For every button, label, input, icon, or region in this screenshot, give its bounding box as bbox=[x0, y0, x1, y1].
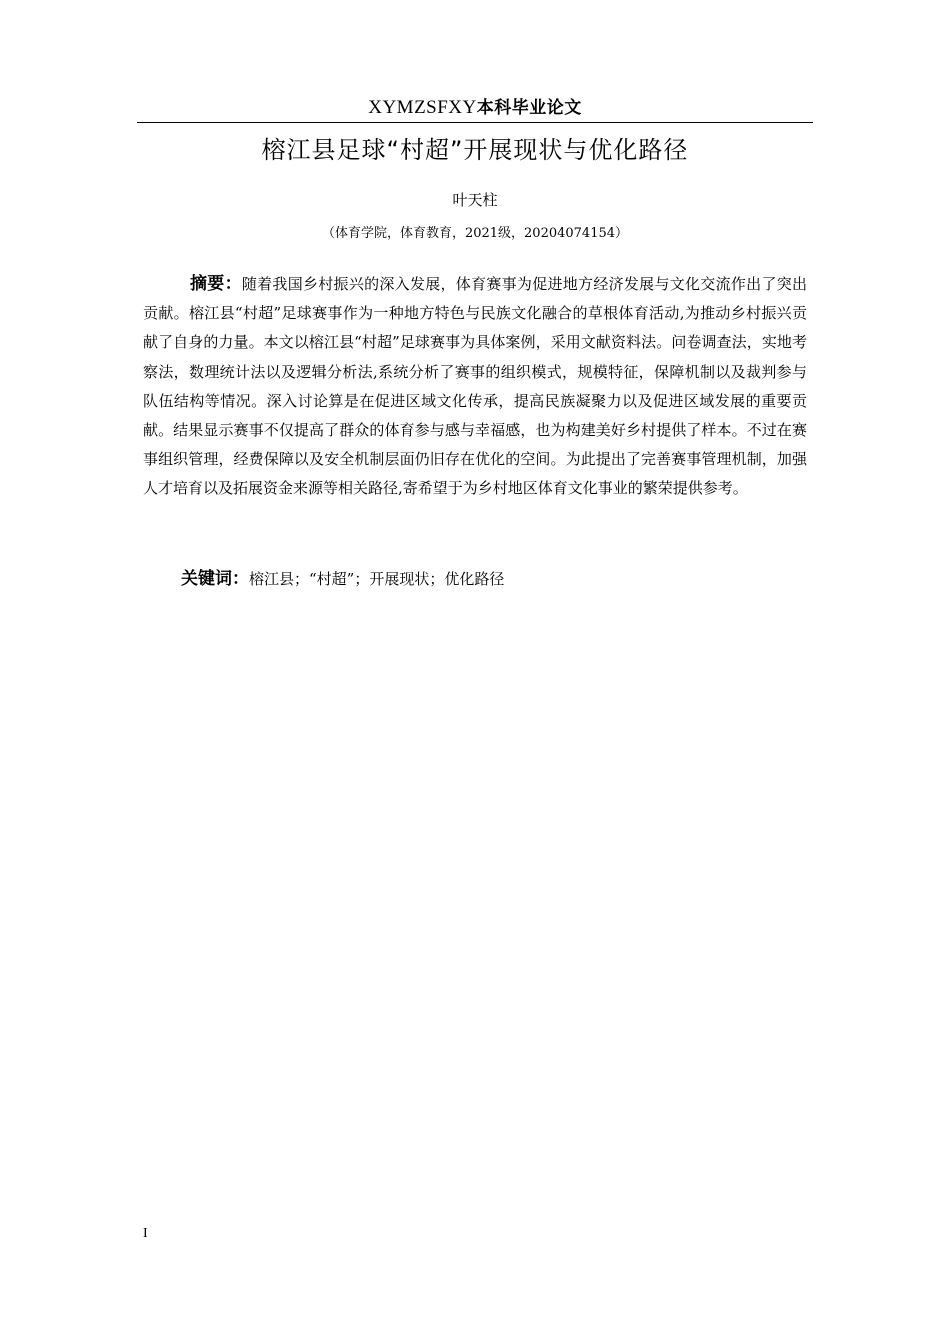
running-header bbox=[137, 96, 813, 123]
abstract-label: 摘要： bbox=[190, 274, 242, 294]
author-name: 叶天柱 bbox=[452, 191, 498, 209]
header-label: 本科毕业论文 bbox=[476, 98, 582, 118]
paper-title: 榕江县足球“村超”开展现状与优化路径 bbox=[261, 136, 689, 164]
author-affiliation: （体育学院，体育教育，2021级，20204074154） bbox=[321, 226, 629, 241]
page-number: I bbox=[143, 1226, 148, 1241]
abstract-text: 随着我国乡村振兴的深入发展，体育赛事为促进地方经济发展与文化交流作出了突出贡献。榕江县“村超”足球赛事作为一种地方特色与民族文化融合的草根体育活动,为推动乡村振兴贡献了自身的力量。本文以榕江县“村超”足球赛事为具体案例，采用文献资料法。问卷调查法，实地考察法，数理统计法以及逻辑分析法,系统分析了赛事的组织模式，规模特征，保障机制以及裁判参与队伍结构等情况。深入讨论算是在促进区域文化传承，提高民族凝聚力以及促进区域发展的重要贡献。结果显示赛事不仅提高了群众的体育参与感与幸福感，也为构建美好乡村提供了样本。不过在赛事组织管理，经费保障以及安全机制层面仍旧存在优化的空间。为此提出了完善赛事管理机制，加强人才培育以及拓展资金来源等相关路径,寄希望于为乡村地区体育文化事业的繁荣提供参考。 bbox=[143, 275, 808, 498]
keywords-label: 关键词： bbox=[181, 569, 249, 589]
keywords-text: 榕江县；“村超”；开展现状；优化路径 bbox=[249, 570, 505, 588]
header-code: XYMZSFXY bbox=[368, 97, 477, 118]
abstract-paragraph bbox=[143, 270, 807, 504]
keywords-paragraph bbox=[143, 565, 807, 594]
